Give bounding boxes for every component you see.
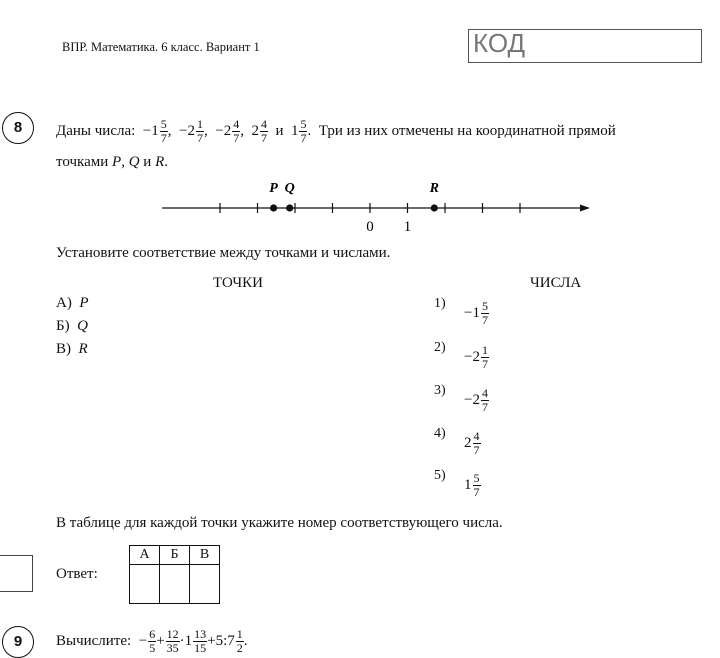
- label-P: P: [269, 181, 278, 196]
- answer-cell-a[interactable]: [130, 565, 160, 604]
- col-points-heading: ТОЧКИ: [213, 275, 264, 291]
- task-9-statement: Вычислите: − $\frac{6}{5}$ + $\frac{12}{35}$ ·1 $\frac{13}{15}$ +5:7 $\frac{1}{2}$ .: [56, 627, 248, 655]
- number-line: [0, 176, 720, 236]
- answer-label: Ответ:: [56, 566, 98, 582]
- number-option: 4)2 $\frac{4}{7}$: [434, 426, 480, 457]
- point-row: А) P: [56, 295, 89, 311]
- col-numbers-heading: ЧИСЛА: [530, 275, 582, 291]
- page-header: ВПР. Математика. 6 класс. Вариант 1: [62, 40, 260, 54]
- given-number-5: 1 $\frac{5}{7}$ .: [290, 117, 312, 145]
- answer-cell-b[interactable]: [160, 565, 190, 604]
- sentence-tail: Три из них отмечены на координатной прямой: [318, 123, 616, 139]
- label-R: R: [429, 181, 439, 196]
- answer-header: В: [190, 546, 220, 565]
- label-Q: Q: [284, 181, 295, 196]
- number-option: 5)1 $\frac{5}{7}$: [434, 468, 480, 499]
- point-P: [270, 204, 277, 211]
- task-8-statement: [56, 118, 616, 145]
- given-prefix: Даны числа:: [56, 123, 136, 139]
- number-line-arrow: [580, 205, 590, 212]
- label-zero: 0: [366, 219, 374, 235]
- given-number-1: −1 $\frac{5}{7}$ ,: [142, 117, 172, 145]
- answer-cell-c[interactable]: [190, 565, 220, 604]
- given-number-3: −2 $\frac{4}{7}$ ,: [215, 117, 244, 145]
- point-R: [431, 204, 438, 211]
- given-number-2: −2 $\frac{1}{7}$ ,: [179, 117, 208, 145]
- conj-and: и: [275, 123, 284, 139]
- task-8-number: 8: [2, 112, 34, 144]
- answer-table: [129, 545, 220, 604]
- point-Q: [286, 204, 293, 211]
- number-option: 1)−1 $\frac{5}{7}$: [434, 296, 488, 327]
- code-field[interactable]: [468, 29, 702, 63]
- number-option: 2)−2 $\frac{1}{7}$: [434, 340, 488, 371]
- point-row: В) R: [56, 341, 88, 357]
- answer-header: А: [130, 546, 160, 565]
- score-box: [0, 555, 33, 592]
- answer-header: Б: [160, 546, 190, 565]
- number-option: 3)−2 $\frac{4}{7}$: [434, 383, 488, 414]
- task-9-number: 9: [2, 626, 34, 658]
- table-note: В таблице для каждой точки укажите номер соответствующего числа.: [56, 515, 503, 531]
- given-number-4: 2 $\frac{4}{7}$: [251, 117, 267, 145]
- task-8-statement-line-2: точками P, Q и R.: [56, 154, 168, 170]
- code-label: КОД: [473, 28, 526, 58]
- instruction: Установите соответствие между точками и числами.: [56, 245, 391, 261]
- label-one: 1: [403, 219, 412, 235]
- point-row: Б) Q: [56, 318, 88, 334]
